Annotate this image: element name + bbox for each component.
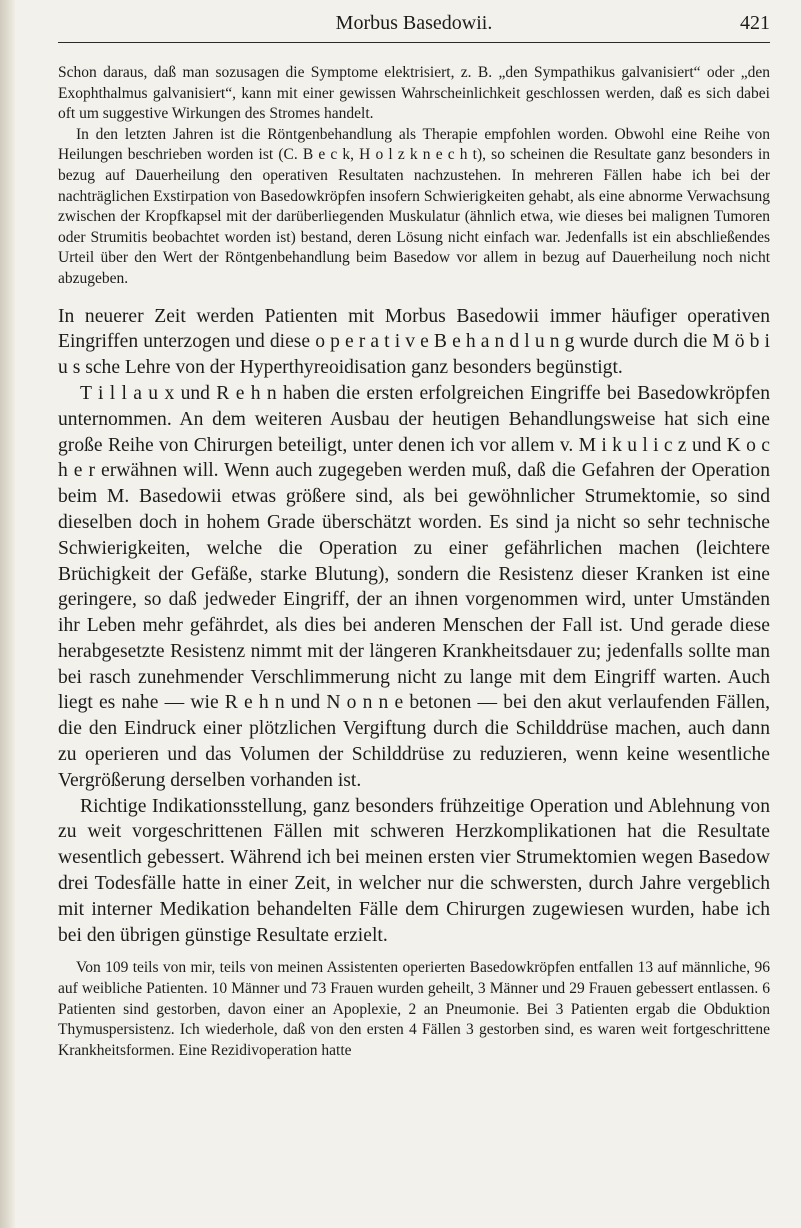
page-number: 421	[740, 12, 770, 34]
book-page	[58, 0, 770, 1061]
paragraph-indication-results: Richtige Indikationsstellung, ganz besonders frühzeitige Operation und Ablehnung von zu weit vorgeschrittenen Fällen mit schweren Herzkomplikationen hat die Resultate wesentlich gebessert. Während ich bei meinen ersten vier Strumektomien wegen Basedow drei Todesfälle hatte in einer Zeit, in welcher nur die schwersten, durch Jahre vergeblich mit interner Medikation behandelten Fälle dem Chirurgen zugewiesen wurden, habe ich bei den übrigen günstige Resultate erzielt.	[58, 795, 770, 946]
paragraph-surgical-history: T i l l a u x und R e h n haben die ersten erfolgreichen Eingriffe bei Basedowkröpfen unternommen. An dem weiteren Ausbau der heutigen Behandlungsweise hat sich eine große Reihe von Chirurgen beteiligt, unter denen ich vor allem v. M i k u l i c z und K o c h e r erwähnen will. Wenn auch zugegeben werden muß, daß die Gefahren der Operation beim M. Basedowii etwas größere sind, als bei gewöhnlicher Strumektomie, so sind dieselben doch in hohem Grade überschätzt worden. Es sind ja nicht so sehr technische Schwierigkeiten, welche die Operation zu einer gefährlichen machen (leichtere Brüchigkeit der Gefäße, starke Blutung), sondern die Resistenz dieser Kranken ist eine geringere, so daß jedweder Eingriff, der an ihnen vorgenommen wird, unter Umständen ihr Leben mehr gefährdet, als dies bei anderen Menschen der Fall ist. Und gerade diese herabgesetzte Resistenz nimmt mit der längeren Krankheitsdauer zu; jedenfalls sollte man bei rasch zunehmender Verschlimmerung nicht zu lange mit dem Eingriff warten. Auch liegt es nahe — wie R e h n und N o n n e betonen — bei den akut verlaufenden Fällen, die den Eindruck einer plötzlichen Vergiftung durch die Schilddrüse machen, auch dann zu operieren und das Volumen der Schilddrüse zu reduzieren, wenn keine wesentliche Vergrößerung derselben vorhanden ist.	[58, 382, 770, 791]
running-header	[58, 6, 770, 43]
paragraph-case-statistics: Von 109 teils von mir, teils von meinen Assistenten operierten Basedowkröpfen entfallen 13 auf männliche, 96 auf weibliche Patienten. 10 Männer und 73 Frauen wurden geheilt, 3 Männer und 29 Frauen gebessert entlassen. 6 Patienten sind gestorben, davon einer an Apoplexie, 2 an Pneumonie. Bei 3 Patienten ergab die Obduktion Thymuspersistenz. Ich wiederhole, daß von den ersten 4 Fällen 3 gestorben sind, es waren weit fortgeschrittene Krankheitsformen. Eine Rezidivoperation hatte	[58, 959, 770, 1059]
statistics-section	[58, 958, 770, 1061]
main-text-section	[58, 304, 770, 949]
small-print-section	[58, 63, 770, 290]
paragraph-roentgen-therapy: In den letzten Jahren ist die Röntgenbehandlung als Therapie empfohlen worden. Obwohl eine Reihe von Heilungen beschrieben worden ist (C. B e c k, H o l z k n e c h t), so scheinen die Resultate ganz besonders in bezug auf Dauerheilung den operativen Resultaten nachzustehen. In mehreren Fällen habe ich bei der nachträglichen Exstirpation von Basedowkröpfen insofern Schwierigkeiten gehabt, als eine abnorme Verwachsung zwischen der Kropfkapsel mit der darüberliegenden Muskulatur (ähnlich etwa, wie dieses bei malignen Tumoren oder Strumitis beobachtet worden ist) bestand, deren Lösung nicht einfach war. Jedenfalls ist ein abschließendes Urteil über den Wert der Röntgenbehandlung beim Basedow vor allem in bezug auf Dauerheilung noch nicht abzugeben.	[58, 125, 770, 287]
running-title: Morbus Basedowii.	[335, 12, 493, 34]
page-binding-edge	[0, 0, 16, 1228]
paragraph-operative-treatment: In neuerer Zeit werden Patienten mit Morbus Basedowii immer häufiger operativen Eingriffen unterzogen und diese o p e r a t i v e B e h a n d l u n g wurde durch die M ö b i u s sche Lehre von der Hyperthyreoidisation ganz besonders begünstigt.	[58, 305, 770, 379]
paragraph-electrotherapy: Schon daraus, daß man sozusagen die Symptome elektrisiert, z. B. „den Sympathikus galvanisiert“ oder „den Exophthalmus galvanisiert“, kann mit einer gewissen Wahrscheinlichkeit geschlossen werden, daß es sich dabei oft um suggestive Wirkungen des Stromes handelt.	[58, 64, 770, 123]
